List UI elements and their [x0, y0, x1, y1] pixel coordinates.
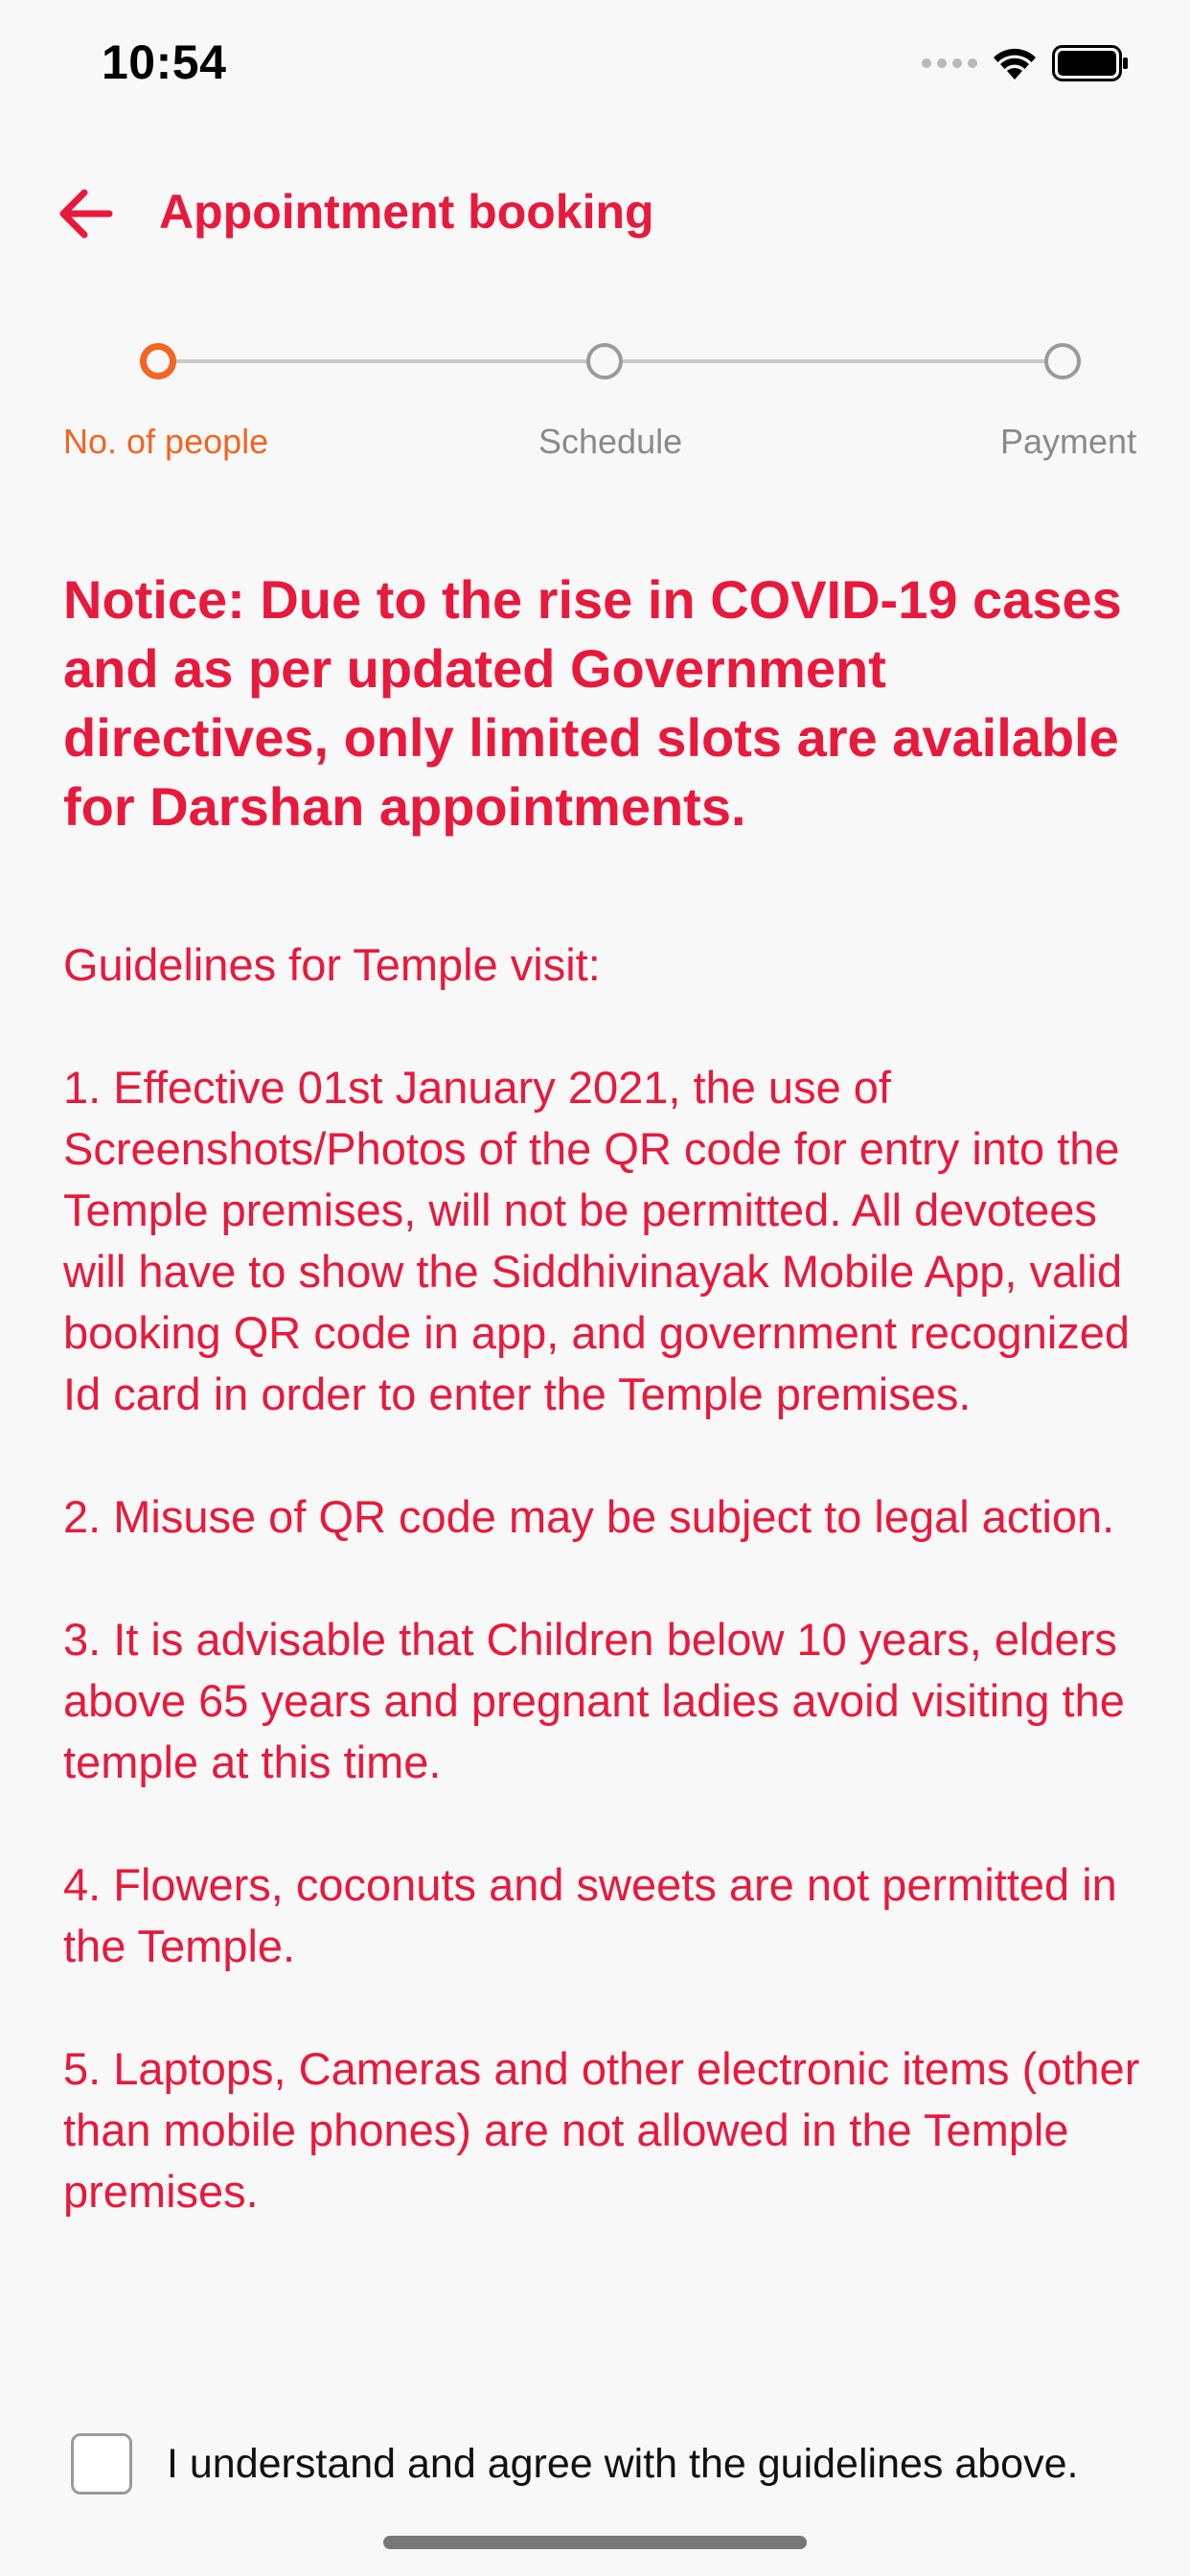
status-time: 10:54	[102, 35, 227, 89]
step-label-schedule: Schedule	[538, 422, 683, 461]
app-header	[0, 163, 1190, 259]
guidelines-heading: Guidelines for Temple visit:	[63, 939, 601, 990]
booking-stepper	[0, 326, 1190, 470]
back-button[interactable]	[54, 180, 121, 247]
agreement-row[interactable]	[71, 2430, 1163, 2497]
wifi-icon	[991, 45, 1039, 81]
page-title: Appointment booking	[159, 185, 654, 239]
guideline-item: 1. Effective 01st January 2021, the use of Screenshots/Photos of the QR code for entry into the Temple premises, will not be permitted. All devotees will have to show the Siddhivinayak Mobile App, valid booking QR code in app, and government recognized Id card in order to enter the Temple premises.	[63, 1062, 1131, 1419]
step-label-people: No. of people	[63, 422, 269, 461]
arrow-left-icon	[54, 180, 121, 247]
step-indicator-payment	[1044, 343, 1081, 380]
guideline-item: 2. Misuse of QR code may be subject to legal action.	[63, 1491, 1115, 1542]
status-bar	[0, 0, 1190, 134]
stepper-connector	[175, 359, 588, 363]
covid-notice: Notice: Due to the rise in COVID-19 cases and as per updated Government directives, only limited slots are available for Darshan appointments.	[63, 569, 1122, 837]
stepper-connector	[623, 359, 1063, 363]
guidelines-section	[63, 934, 1146, 2222]
status-icons	[922, 42, 1129, 84]
guideline-item: 3. It is advisable that Children below 10 years, elders above 65 years and pregnant ladies avoid visiting the temple at this time.	[63, 1614, 1125, 1787]
step-indicator-schedule	[586, 343, 623, 380]
guideline-item: 4. Flowers, coconuts and sweets are not permitted in the Temple.	[63, 1859, 1117, 1971]
guideline-item: 5. Laptops, Cameras and other electronic items (other than mobile phones) are not allowed in the Temple premises.	[63, 2043, 1140, 2217]
battery-icon	[1052, 45, 1129, 81]
step-label-payment: Payment	[1000, 422, 1137, 461]
home-indicator	[383, 2536, 807, 2549]
agree-checkbox[interactable]	[71, 2433, 132, 2495]
step-indicator-people	[140, 343, 176, 380]
signal-dots-icon	[922, 58, 977, 68]
agree-label[interactable]: I understand and agree with the guidelines above.	[167, 2440, 1079, 2487]
